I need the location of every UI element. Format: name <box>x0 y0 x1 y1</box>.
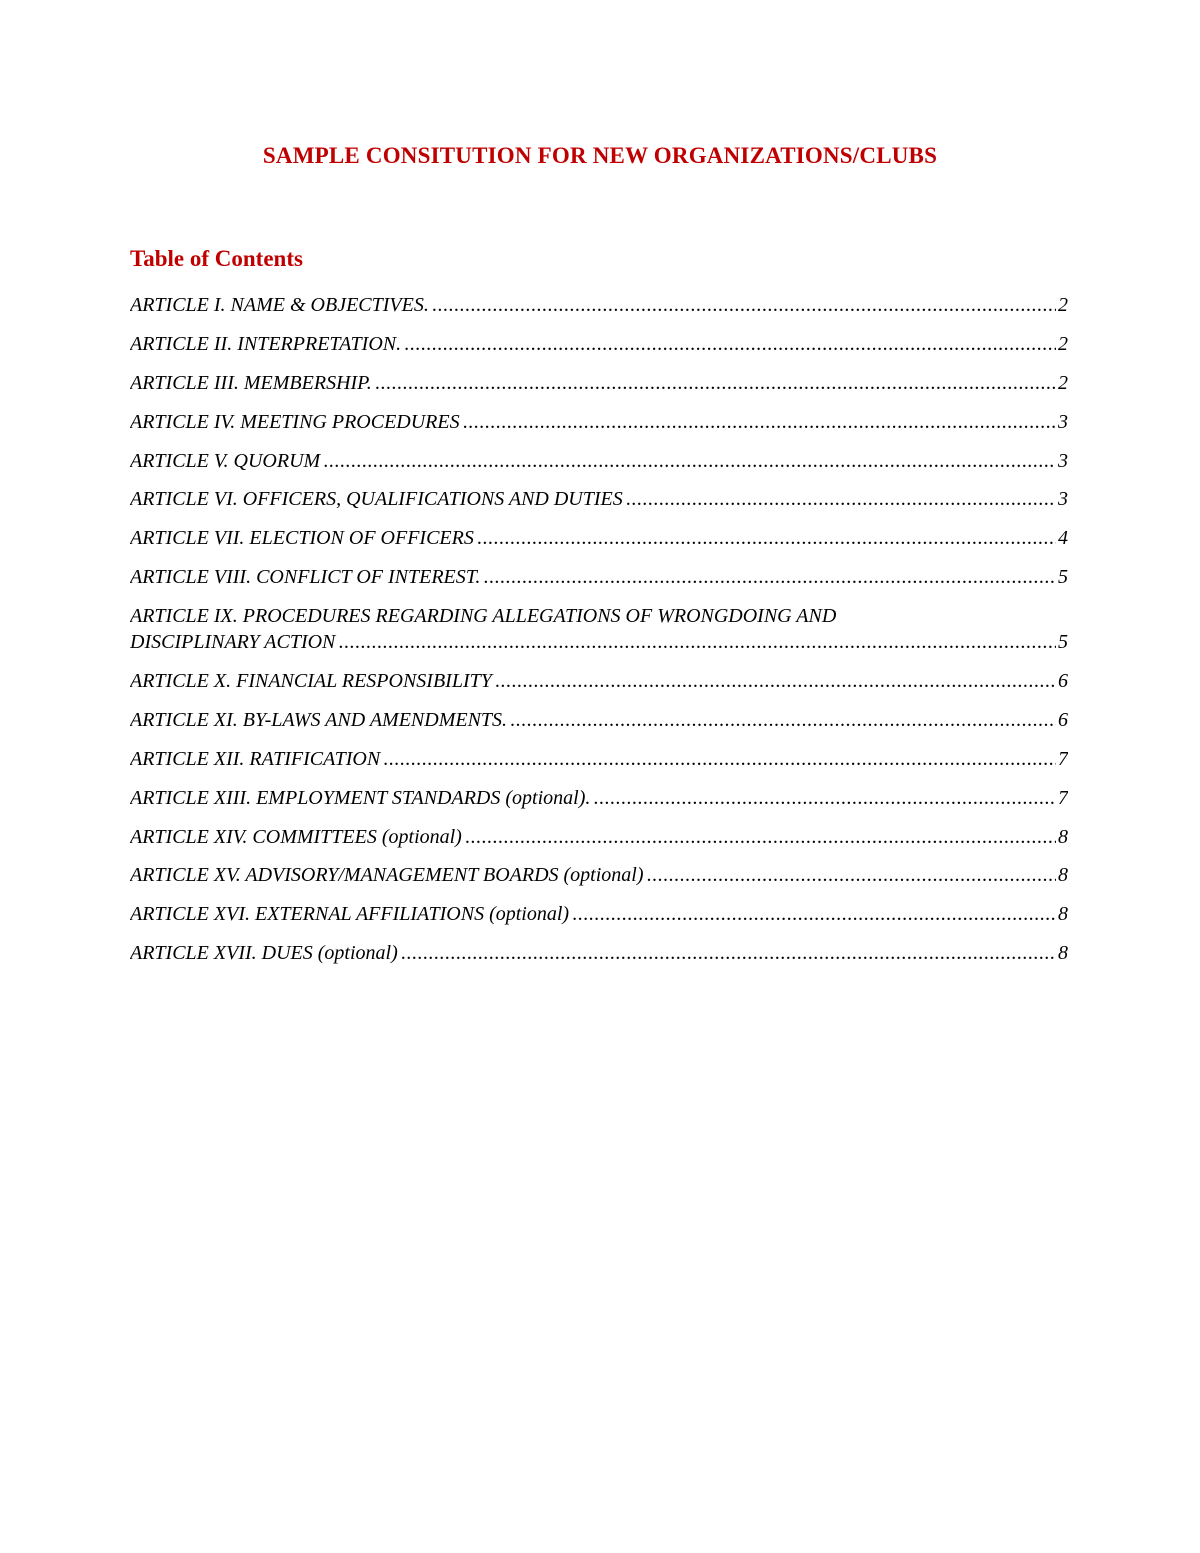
toc-entry-page: 2 <box>1058 371 1068 394</box>
dot-leader <box>432 292 1056 318</box>
toc-entry-label: ARTICLE I. NAME & OBJECTIVES. <box>130 294 429 316</box>
toc-entry-article-14[interactable] <box>130 824 1068 850</box>
dot-leader <box>593 785 1056 811</box>
table-of-contents <box>130 292 1068 979</box>
toc-entry-page: 3 <box>1058 488 1068 511</box>
toc-entry-label: ARTICLE VIII. CONFLICT OF INTEREST. <box>130 566 481 589</box>
toc-entry-article-8[interactable] <box>130 564 1068 590</box>
toc-entry-label: ARTICLE XIII. EMPLOYMENT STANDARDS (optional). <box>130 786 591 809</box>
toc-entry-page: 2 <box>1058 332 1068 355</box>
toc-entry-article-3[interactable] <box>130 370 1068 396</box>
toc-entry-page: 8 <box>1058 942 1068 965</box>
toc-entry-label: ARTICLE XIV. COMMITTEES (optional) <box>130 825 462 848</box>
toc-entry-page: 8 <box>1058 903 1068 926</box>
dot-leader <box>477 525 1056 551</box>
toc-entry-article-1[interactable] <box>130 292 1068 318</box>
toc-entry-page: 5 <box>1058 631 1068 654</box>
toc-entry-page: 2 <box>1058 294 1068 316</box>
toc-heading: Table of Contents <box>130 246 303 271</box>
dot-leader <box>404 331 1056 357</box>
toc-entry-article-17[interactable] <box>130 940 1068 966</box>
dot-leader <box>572 901 1056 927</box>
dot-leader <box>383 746 1056 772</box>
toc-entry-label: ARTICLE II. INTERPRETATION. <box>130 332 402 355</box>
dot-leader <box>465 824 1056 850</box>
dot-leader <box>401 940 1056 966</box>
dot-leader <box>626 486 1056 512</box>
toc-entry-label: ARTICLE VI. OFFICERS, QUALIFICATIONS AND DUTIES <box>130 488 623 511</box>
toc-entry-article-16[interactable] <box>130 901 1068 927</box>
toc-entry-article-2[interactable] <box>130 331 1068 357</box>
toc-entry-article-10[interactable] <box>130 668 1068 694</box>
toc-entry-page: 3 <box>1058 410 1068 433</box>
toc-entry-label: ARTICLE IV. MEETING PROCEDURES <box>130 410 460 433</box>
dot-leader <box>483 564 1056 590</box>
toc-entry-label: ARTICLE XII. RATIFICATION <box>130 747 381 770</box>
toc-entry-article-4[interactable] <box>130 409 1068 435</box>
toc-entry-label: ARTICLE XVII. DUES (optional) <box>130 942 398 965</box>
toc-entry-article-6[interactable] <box>130 486 1068 512</box>
toc-entry-article-9[interactable] <box>130 603 1068 655</box>
dot-leader <box>375 370 1056 396</box>
toc-entry-label: ARTICLE XVI. EXTERNAL AFFILIATIONS (optional) <box>130 903 570 926</box>
toc-entry-page: 7 <box>1058 786 1068 809</box>
dot-leader <box>338 629 1056 655</box>
toc-entry-label: ARTICLE VII. ELECTION OF OFFICERS <box>130 527 474 550</box>
document-title: SAMPLE CONSITUTION FOR NEW ORGANIZATIONS/CLUBS <box>262 143 938 168</box>
toc-entry-article-15[interactable] <box>130 862 1068 888</box>
toc-entry-label: ARTICLE XV. ADVISORY/MANAGEMENT BOARDS (optional) <box>130 864 644 887</box>
toc-entry-article-12[interactable] <box>130 746 1068 772</box>
toc-entry-page: 3 <box>1058 449 1068 472</box>
toc-entry-page: 5 <box>1058 566 1068 589</box>
toc-entry-page: 8 <box>1058 864 1068 887</box>
dot-leader <box>323 448 1056 474</box>
toc-entry-article-7[interactable] <box>130 525 1068 551</box>
toc-entry-line2 <box>130 629 1068 655</box>
dot-leader <box>463 409 1056 435</box>
dot-leader <box>495 668 1056 694</box>
toc-entry-label-line2: DISCIPLINARY ACTION <box>130 631 336 654</box>
toc-entry-page: 4 <box>1058 527 1068 550</box>
toc-entry-page: 6 <box>1058 708 1068 731</box>
toc-entry-article-13[interactable] <box>130 785 1068 811</box>
toc-entry-label: ARTICLE XI. BY-LAWS AND AMENDMENTS. <box>130 708 508 731</box>
dot-leader <box>647 862 1056 888</box>
toc-entry-page: 6 <box>1058 670 1068 693</box>
toc-entry-article-5[interactable] <box>130 448 1068 474</box>
toc-entry-label: ARTICLE X. FINANCIAL RESPONSIBILITY <box>130 670 492 693</box>
toc-entry-page: 8 <box>1058 825 1068 848</box>
toc-entry-label-line1: ARTICLE IX. PROCEDURES REGARDING ALLEGATIONS OF WRONGDOING AND <box>130 605 837 628</box>
toc-entry-label: ARTICLE III. MEMBERSHIP. <box>130 371 372 394</box>
toc-entry-article-11[interactable] <box>130 707 1068 733</box>
toc-entry-label: ARTICLE V. QUORUM <box>130 449 321 472</box>
toc-entry-page: 7 <box>1058 747 1068 770</box>
dot-leader <box>510 707 1056 733</box>
